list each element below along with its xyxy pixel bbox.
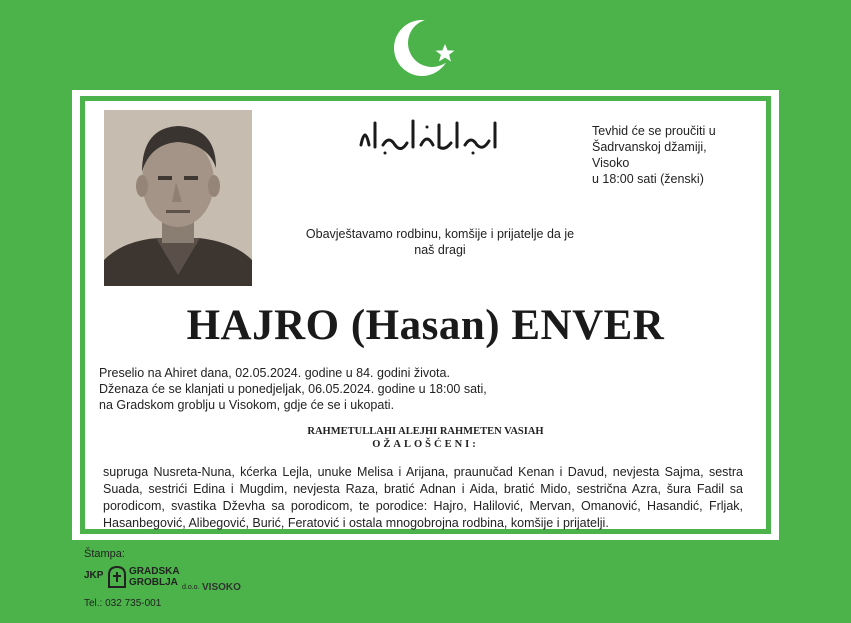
tevhid-line-3: u 18:00 sati (ženski) — [592, 172, 704, 186]
crescent-star-icon — [390, 12, 462, 84]
printer-credit — [84, 548, 284, 618]
notice-frame — [80, 96, 771, 534]
intro-line-2: naš dragi — [414, 243, 466, 257]
printer-city: VISOKO — [202, 582, 241, 593]
death-notice — [72, 90, 779, 540]
mourners-list: supruga Nusreta-Nuna, kćerka Lejla, unuke Melisa i Arijana, praunučad Kenan i Davud, nevjesta Sajma, sestra Suada, sestrići Edina i Mugdim, nevjesta Raza, bratić Adnan i Aida, bratić Mido, sestrična Azra, šura Fadil sa porodicom, svastika Dževha sa porodicom, te porodice: Hajro, Halilović, Mervan, Omanović, Hasandić, Frljak, Hasanbegović, Alibegović, Burić, Feratović i ostala mnogobrojna rodbina, komšije i prijatelji. — [103, 465, 743, 530]
printer-phone: Tel.: 032 735-001 — [84, 598, 162, 609]
printer-name-line-2: GROBLJA — [129, 577, 178, 588]
printer-name — [129, 566, 180, 588]
details-line-1: Preselio na Ahiret dana, 02.05.2024. godine u 84. godini života. — [99, 366, 450, 380]
printer-name-line-1: GRADSKA — [129, 566, 180, 577]
arabic-calligraphy — [355, 115, 505, 155]
details-line-2: Dženaza će se klanjati u ponedjeljak, 06.05.2024. godine u 18:00 sati, — [99, 382, 487, 396]
printer-label: Štampa: — [84, 548, 125, 560]
rahmet-prayer: RAHMETULLAHI ALEJHI RAHMETEN VASIAH — [307, 426, 544, 437]
mourners-heading: OŽALOŠĆENI: — [372, 439, 479, 450]
intro-line-1: Obavještavamo rodbinu, komšije i prijatelje da je — [305, 227, 575, 241]
printer-suffix: d.o.o. — [182, 584, 200, 591]
intro-text — [295, 226, 585, 258]
tevhid-line-2: Šadrvanskoj džamiji, Visoko — [592, 140, 707, 170]
cemetery-logo-icon — [108, 566, 126, 588]
details-line-3: na Gradskom groblju u Visokom, gdje će se i ukopati. — [99, 398, 395, 412]
tevhid-line-1: Tevhid će se proučiti u — [592, 124, 716, 138]
deceased-name: HAJRO (Hasan) ENVER — [186, 302, 665, 349]
printer-jkp: JKP — [84, 570, 104, 581]
tevhid-info — [592, 123, 742, 187]
portrait-photo — [104, 110, 252, 286]
funeral-details — [99, 365, 599, 413]
